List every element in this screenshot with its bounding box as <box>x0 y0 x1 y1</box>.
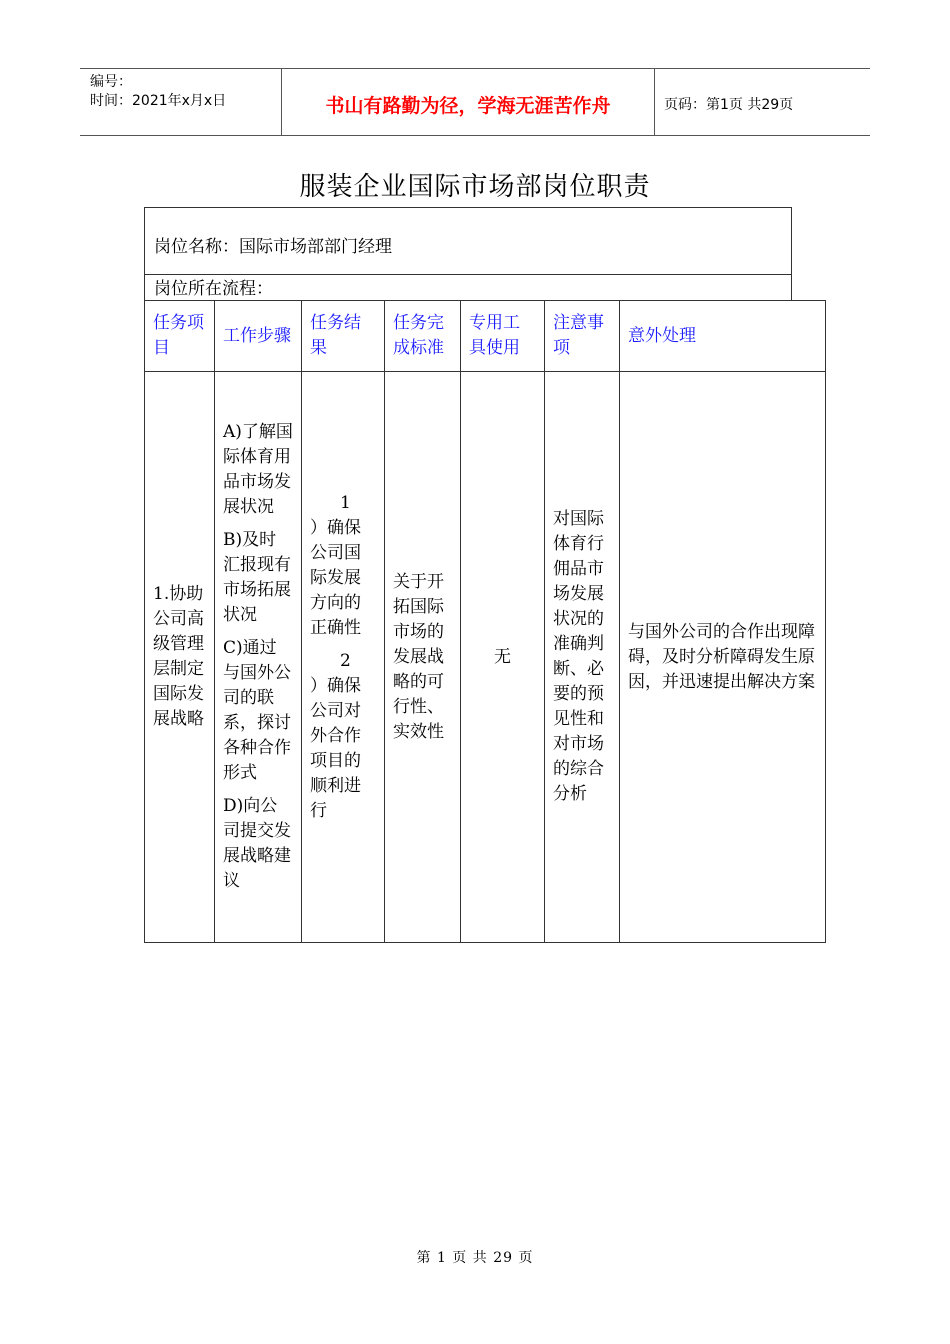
table-row <box>145 372 826 943</box>
result-item <box>310 649 376 824</box>
document-title: 服装企业国际市场部岗位职责 <box>299 172 651 202</box>
flow-label: 岗位所在流程： <box>154 279 273 299</box>
header-task: 任务项目 <box>145 301 215 372</box>
cell-standard <box>385 372 461 943</box>
page-footer: 第 1 页 共 29 页 <box>416 1250 534 1266</box>
cell-notes: 对国际体育行佣品市场发展状况的准确判断、必要的预见性和对市场的综合分析 <box>545 372 620 943</box>
standard-text: 关于开拓国际市场的发展战略的可行性、实效性 <box>393 571 444 742</box>
post-name: 岗位名称：国际市场部部门经理 <box>154 237 392 257</box>
info-divider <box>145 274 791 275</box>
header-standard: 任务完成标准 <box>385 301 461 372</box>
result-number: 2 <box>340 650 351 671</box>
cell-steps <box>215 372 302 943</box>
cell-exceptions: 与国外公司的合作出现障碍，及时分析障碍发生原因，并迅速提出解决方案 <box>620 372 826 943</box>
step-item: D)向公司提交发展战略建议 <box>223 796 291 891</box>
step-item: A)了解国际体育用品市场发展状况 <box>223 422 293 517</box>
header-steps: 工作步骤 <box>215 301 302 372</box>
result-number: 1 <box>340 492 351 513</box>
header-result: 任务结果 <box>302 301 385 372</box>
step-item: C)通过与国外公司的联系，探讨各种合作形式 <box>223 638 291 783</box>
header-tools: 专用工具使用 <box>461 301 545 372</box>
result-text: ）确保公司国际发展方向的正确性 <box>310 517 361 638</box>
post-info-box <box>144 207 792 300</box>
header-notes: 注意事项 <box>545 301 620 372</box>
header-meta <box>90 73 226 111</box>
header-exceptions: 意外处理 <box>620 301 826 372</box>
duties-table <box>144 300 826 943</box>
header-page-info: 页码：第1页 共29页 <box>664 97 794 113</box>
table-header-row <box>145 301 826 372</box>
cell-task: 1.协助公司高级管理层制定国际发展战略 <box>145 372 215 943</box>
result-item <box>310 491 376 641</box>
cell-results <box>302 372 385 943</box>
cell-tools: 无 <box>461 372 545 943</box>
result-text: ）确保公司对外合作项目的顺利进行 <box>310 675 361 821</box>
page-header <box>80 68 870 136</box>
header-divider <box>654 69 655 135</box>
header-motto: 书山有路勤为径，学海无涯苦作舟 <box>325 95 611 117</box>
time-label: 时间：2021年x月x日 <box>90 93 227 109</box>
step-item: B)及时汇报现有市场拓展状况 <box>223 530 291 625</box>
code-label: 编号： <box>90 74 132 90</box>
